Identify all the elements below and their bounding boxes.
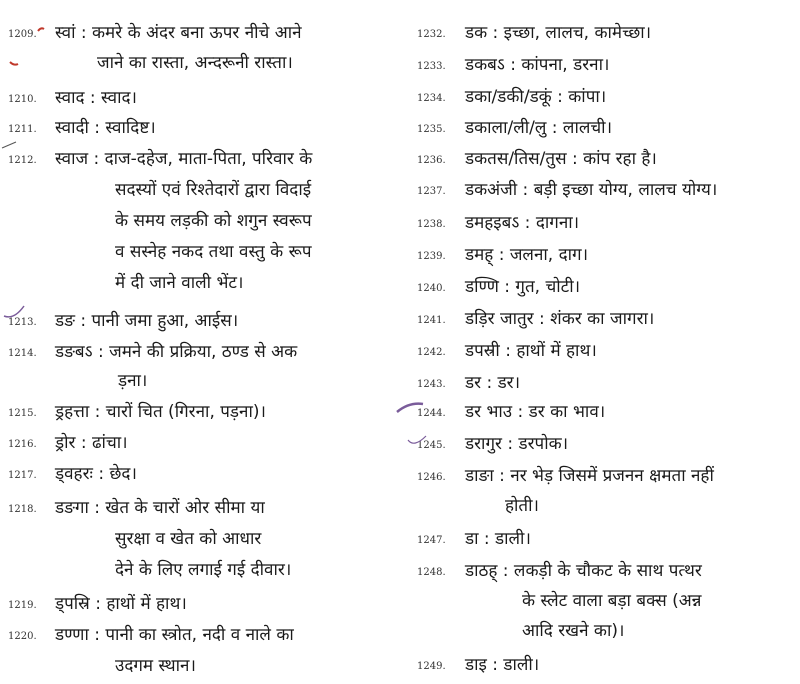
entry-text: डा : डाली। — [465, 529, 531, 549]
entry-text: स्वाद : स्वाद। — [55, 88, 137, 108]
entry-number: 1213. — [8, 317, 37, 328]
entry-text: डड़िर जातुर : शंकर का जागरा। — [465, 309, 655, 329]
entry-text: डङगा : खेत के चारों ओर सीमा या — [55, 498, 265, 518]
pencil-tick-mark — [4, 306, 24, 317]
entry-text: डमहइबऽ : दागना। — [465, 213, 580, 233]
entry-number: 1234. — [417, 93, 446, 104]
entry-number: 1249. — [417, 661, 446, 672]
entry-text: डण्णि : गुत, चोटी। — [465, 277, 581, 297]
pencil-tick-mark — [2, 142, 16, 148]
entry-text: ड्रहत्ता : चारों चित (गिरना, पड़ना)। — [55, 402, 266, 422]
entry-text: स्वां : कमरे के अंदर बना ऊपर नीचे आने — [55, 23, 302, 43]
entry-text: ड्वहरः : छेद। — [55, 464, 137, 484]
entry-number: 1233. — [417, 61, 446, 72]
entry-text: होती। — [505, 496, 539, 516]
entry-text: डण्णा : पानी का स्त्रोत, नदी व नाले का — [55, 625, 294, 645]
entry-number: 1238. — [417, 219, 446, 230]
entry-number: 1218. — [8, 504, 37, 515]
entry-number: 1214. — [8, 348, 37, 359]
entry-number: 1236. — [417, 155, 446, 166]
entry-text: जाने का रास्ता, अन्दरूनी रास्ता। — [97, 53, 293, 73]
entry-text: सुरक्षा व खेत को आधार — [115, 529, 262, 549]
entry-text: डमह् : जलना, दाग। — [465, 245, 589, 265]
entry-text: डरागुर : डरपोक। — [465, 434, 569, 454]
entry-text: के स्लेट वाला बड़ा बक्स (अन्न — [522, 591, 702, 611]
entry-number: 1246. — [417, 472, 446, 483]
entry-number: 1211. — [8, 124, 37, 135]
entry-text: के समय लड़की को शगुन स्वरूप — [115, 211, 312, 231]
entry-number: 1212. — [8, 155, 37, 166]
entry-text: में दी जाने वाली भेंट। — [115, 273, 244, 293]
entry-number: 1241. — [417, 315, 446, 326]
entry-number: 1216. — [8, 439, 37, 450]
entry-number: 1247. — [417, 535, 446, 546]
entry-text: डङबऽ : जमने की प्रक्रिया, ठण्ड से अक — [55, 342, 298, 362]
entry-text: डर भाउ : डर का भाव। — [465, 402, 606, 422]
entry-text: डर : डर। — [465, 373, 521, 393]
entry-number: 1239. — [417, 251, 446, 262]
entry-text: डाङा : नर भेड़ जिसमें प्रजनन क्षमता नहीं — [465, 466, 714, 486]
entry-number: 1235. — [417, 124, 446, 135]
entry-text: ड्पस्रि : हाथों में हाथ। — [55, 594, 187, 614]
entry-text: डकबऽ : कांपना, डरना। — [465, 55, 610, 75]
entry-text: ड़ना। — [118, 371, 148, 391]
red-tick-mark — [38, 28, 44, 31]
entry-number: 1242. — [417, 347, 446, 358]
entry-number: 1244. — [417, 408, 446, 419]
red-tick-mark — [10, 62, 18, 65]
entry-text: डकअंजी : बड़ी इच्छा योग्य, लालच योग्य। — [465, 180, 718, 200]
entry-text: डाइ : डाली। — [465, 655, 540, 675]
entry-text: स्वादी : स्वादिष्ट। — [55, 118, 156, 138]
entry-number: 1243. — [417, 379, 446, 390]
entry-text: डका/डकी/डकूं : कांपा। — [465, 87, 607, 107]
entry-text: उदगम स्थान। — [115, 656, 196, 676]
entry-number: 1248. — [417, 567, 446, 578]
entry-text: डक : इच्छा, लालच, कामेच्छा। — [465, 23, 652, 43]
entry-text: डाठह् : लकड़ी के चौकट के साथ पत्थर — [465, 561, 702, 581]
entry-number: 1217. — [8, 470, 37, 481]
entry-text: स्वाज : दाज-दहेज, माता-पिता, परिवार के — [55, 149, 313, 169]
entry-text: डकाला/ली/लु : लालची। — [465, 118, 613, 138]
entry-number: 1210. — [8, 94, 37, 105]
entry-text: डकतस/तिस/तुस : कांप रहा है। — [465, 149, 657, 169]
entry-text: आदि रखने का)। — [522, 621, 625, 641]
entry-text: व सस्नेह नकद तथा वस्तु के रूप — [115, 242, 312, 262]
entry-text: देने के लिए लगाई गई दीवार। — [115, 560, 292, 580]
entry-text: डङ : पानी जमा हुआ, आईस। — [55, 311, 239, 331]
entry-text: ड्रोर : ढांचा। — [55, 433, 128, 453]
entry-number: 1245. — [417, 440, 446, 451]
entry-text: डपस्री : हाथों में हाथ। — [465, 341, 597, 361]
entry-number: 1209. — [8, 29, 37, 40]
entry-number: 1219. — [8, 600, 37, 611]
entry-number: 1240. — [417, 283, 446, 294]
entry-text: सदस्यों एवं रिश्तेदारों द्वारा विदाई — [115, 180, 312, 200]
entry-number: 1232. — [417, 29, 446, 40]
entry-number: 1237. — [417, 186, 446, 197]
entry-number: 1220. — [8, 631, 37, 642]
entry-number: 1215. — [8, 408, 37, 419]
